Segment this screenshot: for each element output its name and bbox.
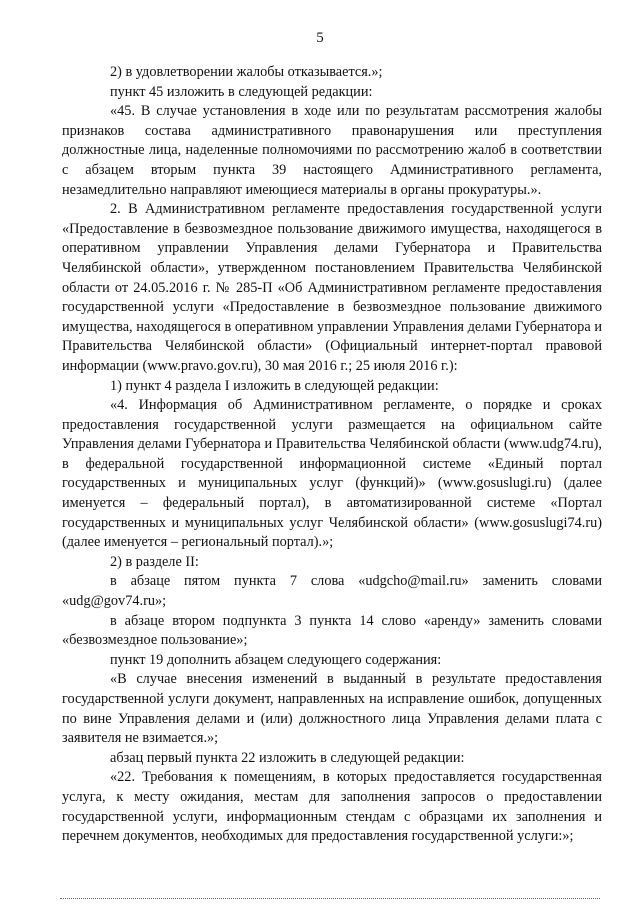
paragraph: 2) в разделе II: [110, 553, 199, 570]
paragraph: 2. В Административном регламенте предоставления государственной услуги «Предоставление в безвозмездное пользование движимого имущества, находящегося в оперативном управлении Управления делами Губернатора и Правительства Челябинской области», утвержденном постановлением Правительства Челябинской области от 24.05.2016 г. № 285-П «Об Административном регламенте предоставления государственной услуги «Предоставление в безвозмездное пользование движимого имущества, находящегося в оперативном управлении Управления делами Губернатора и Правительства Челябинской области» (Официальный интернет-портал правовой информации (www.pravo.gov.ru), 30 мая 2016 г.; 25 июля 2016 г.): [62, 201, 602, 374]
paragraph: в абзаце втором подпункта 3 пункта 14 слово «аренду» заменить словами «безвозмездное пользование»; [62, 612, 602, 649]
paragraph: абзац первый пункта 22 изложить в следующей редакции: [110, 749, 465, 766]
paragraph: «22. Требования к помещениям, в которых предоставляется государственная услуга, к месту ожидания, местам для заполнения запросов о предоставлении государственной услуги, информационным стендам с образцами их заполнения и перечнем документов, необходимых для предоставления государственной услуги:»; [62, 769, 602, 845]
page-number: 5 [316, 30, 324, 46]
paragraph: «В случае внесения изменений в выданный в результате предоставления государственной услуги документ, направленных на исправление ошибок, допущенных по вине Управления делами и (или) должностного лица Управления делами плата с заявителя не взимается.»; [62, 671, 602, 747]
paragraph: 1) пункт 4 раздела I изложить в следующей редакции: [110, 377, 439, 394]
paragraph: 2) в удовлетворении жалобы отказывается.»; [110, 64, 383, 80]
paragraph: в абзаце пятом пункта 7 слова «udgcho@mail.ru» заменить словами «udg@gov74.ru»; [62, 573, 602, 610]
paragraph: пункт 45 изложить в следующей редакции: [110, 83, 373, 100]
page-bottom-edge [60, 898, 600, 899]
paragraph: «4. Информация об Административном регламенте, о порядке и сроках предоставления государственной услуги размещается на официальном сайте Управления делами Губернатора и Правительства Челябинской области (www.udg74.ru), в федеральной государственной информационной системе «Единый портал государственных и муниципальных услуг (функций)» (www.gosuslugi.ru) (далее именуется – федеральный портал), в автоматизированной системе «Портал государственных и муниципальных услуг Челябинской области» (www.gosuslugi74.ru) (далее именуется – региональный портал).»; [62, 397, 602, 551]
paragraph: «45. В случае установления в ходе или по результатам рассмотрения жалобы признаков состава административного правонарушения или преступления должностные лица, наделенные полномочиями по рассмотрению жалоб в соответствии с абзацем вторым пункта 39 настоящего Административного регламента, незамедлительно направляют имеющиеся материалы в органы прокуратуры.». [62, 103, 602, 198]
paragraph: пункт 19 дополнить абзацем следующего содержания: [110, 651, 442, 668]
